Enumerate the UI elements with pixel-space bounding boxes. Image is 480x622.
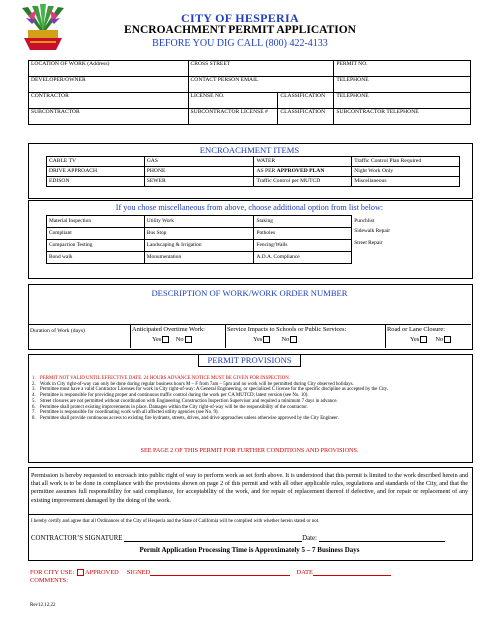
misc-bus-stop[interactable]: Bus Stop	[144, 228, 254, 240]
signed-label: SIGNED	[126, 569, 151, 576]
city-use-label: FOR CITY USE:	[30, 569, 75, 576]
closure-no-label: No	[435, 335, 444, 343]
item-miscellaneous[interactable]: Miscellaneous	[352, 177, 460, 187]
misc-compaction-testing[interactable]: Compaction Testing	[47, 240, 145, 252]
provisions-title	[28, 354, 471, 367]
sub-license-field[interactable]: SUBCONTRACTOR LICENSE #	[188, 109, 278, 125]
signature-line[interactable]	[124, 541, 302, 542]
certify-text: I hereby certify and agree that all Ordinances of the City of Hesperia and the State of California will be complied with whether herein stated or not.	[31, 519, 320, 524]
misc-street-repair[interactable]: Street Repair	[354, 239, 383, 246]
misc-ada-compliance[interactable]: A.D.A. Compliance	[254, 252, 352, 264]
overtime-label: Anticipated Overtime Work:	[132, 326, 205, 333]
approved-checkbox[interactable]	[77, 569, 84, 576]
schools-no-checkbox[interactable]	[290, 336, 297, 343]
form-title: ENCROACHMENT PERMIT APPLICATION	[124, 24, 356, 36]
developer-telephone-field[interactable]: TELEPHONE	[334, 77, 471, 93]
approved-plan-prefix: AS PER	[256, 168, 277, 175]
provision-item: 8. Permittee shall provide continuous access to existing fire hydrants, streets, drives, and drive approaches unless otherwise approved by the City Engineer.	[32, 415, 339, 421]
misc-landscaping[interactable]: Landscaping & Irrigation	[144, 240, 254, 252]
overtime-yes-label: Yes	[152, 335, 162, 343]
contact-email-field[interactable]: CONTACT PERSON EMAIL	[188, 77, 334, 93]
item-gas[interactable]: GAS	[144, 157, 254, 167]
desc-divider-1	[130, 324, 131, 348]
item-sewer[interactable]: SEWER	[144, 177, 254, 187]
item-drive-approach[interactable]: DRIVE APPROACH	[47, 167, 145, 177]
schools-yes-checkbox[interactable]	[263, 336, 270, 343]
encroachment-items-table	[46, 156, 460, 187]
misc-monumentation[interactable]: Monumentation	[144, 252, 254, 264]
duration-label: Duration of Work (days)	[30, 328, 85, 334]
misc-bond-walk[interactable]: Bond walk	[47, 252, 145, 264]
provision-item: 3. Permittee must have a valid Contractor Licenses for work in City right-of-way: A General Engineering, or specialized C license for the specific discipline as accepted by the City.	[32, 387, 389, 393]
misc-sidewalk-repair[interactable]: Sidewalk Repair	[354, 227, 391, 234]
schools-yes-label: Yes	[253, 335, 263, 343]
permission-text: Permission is hereby requested to encroach into public right of way to perform work as set forth above. It is understood that this permit is limited to the work described herein and that all work is to be done in compliance with the provisions shown on page 2 of this permit and with all other applicable rules, regulations and standards of the City, and that the permittee assumes full responsibility for said compliance, for acceptability of the work, and for repair of replacement thereof if defective, and for repair or replacement of any existing improvement damaged by the doing of the work.	[31, 473, 468, 504]
provisions-list	[30, 376, 468, 422]
desc-divider-3	[385, 324, 386, 348]
provision-item: 4. Permittee is responsible for providing proper and continuous traffic control during the work per CA MUTCD; latest version (see No. 10).	[32, 393, 309, 399]
provisions-title-text: PERMIT PROVISIONS	[198, 354, 300, 367]
provision-item: 1. PERMIT NOT VALID UNTIL EFFECTIVE DATE. 24 HOURS ADVANCE NOTICE MUST BE GIVEN FOR INSPECTION.	[32, 376, 291, 381]
city-date-label: DATE	[296, 569, 313, 576]
desc-divider-2	[225, 324, 226, 348]
provision-item: 2. Work in City right-of-way can only be done during regular business hours M – F from 7am – 5pm and no work will be permitted during City observed holidays.	[32, 381, 354, 387]
revision-label: Rev12.12.22	[30, 603, 56, 608]
item-traffic-control-plan[interactable]: Traffic Control Plan Required	[352, 157, 460, 167]
permit-no-field[interactable]: PERMIT NO.	[334, 61, 471, 77]
call-before-dig: BEFORE YOU DIG CALL (800) 422-4133	[152, 38, 328, 49]
overtime-options	[152, 336, 192, 344]
closure-label: Road or Lane Closure:	[387, 326, 446, 333]
applicant-info-table	[28, 60, 471, 125]
misc-potholes[interactable]: Potholes	[254, 228, 352, 240]
license-no-field[interactable]: LICENSE NO.	[188, 93, 278, 109]
provision-item: 5. Street closures are not permitted without coordination with Engineering Construction Inspection Supervisor and required a minimum 7 days in advance.	[32, 398, 338, 404]
city-date-line[interactable]	[313, 575, 391, 576]
description-title: DESCRIPTION OF WORK/WORK ORDER NUMBER	[151, 288, 348, 298]
overtime-no-label: No	[175, 335, 184, 343]
overtime-yes-checkbox[interactable]	[162, 336, 169, 343]
item-night-work[interactable]: Night Work Only	[352, 167, 460, 177]
see-page-2-note: SEE PAGE 2 OF THIS PERMIT FOR FURTHER CONDITIONS AND PROVISIONS.	[140, 447, 359, 454]
comments-label: COMMENTS:	[30, 577, 68, 584]
misc-empty-cell	[352, 252, 460, 264]
developer-owner-field[interactable]: DEVELOPER/OWNER	[29, 77, 189, 93]
misc-material-inspection[interactable]: Material Inspection	[47, 216, 145, 228]
encroachment-title: ENCROACHMENT ITEMS	[199, 145, 300, 155]
classification-field[interactable]: CLASSIFICATION	[278, 93, 334, 109]
item-traffic-mutcd[interactable]: Traffic Control per MUTCD	[254, 177, 352, 187]
processing-time: Permit Application Processing Time is Approximately 5 – 7 Business Days	[139, 546, 360, 554]
provision-item: 7. Permittee is responsible for coordinating work with all affected utility agencies (see No. 9).	[32, 410, 219, 416]
schools-no-label: No	[281, 335, 290, 343]
misc-title: If you chose miscellaneous from above, choose additional option from list below:	[115, 203, 384, 212]
misc-fencing-walls[interactable]: Fencing/Walls	[254, 240, 352, 252]
contractor-field[interactable]: CONTRACTOR	[29, 93, 189, 109]
subcontractor-field[interactable]: SUBCONTRACTOR	[29, 109, 189, 125]
city-use-row	[30, 569, 470, 576]
misc-compliant[interactable]: Compliant	[47, 228, 145, 240]
misc-utility-work[interactable]: Utility Work	[144, 216, 254, 228]
item-phone[interactable]: PHONE	[144, 167, 254, 177]
signature-date-line[interactable]	[319, 541, 445, 542]
cross-street-field[interactable]: CROSS STREET	[188, 61, 334, 77]
closure-yes-label: Yes	[410, 335, 420, 343]
approved-label: APPROVED	[85, 569, 119, 576]
item-edison[interactable]: EDISON	[47, 177, 145, 187]
sub-classification-field[interactable]: CLASSIFICATION	[278, 109, 334, 125]
signature-row	[31, 535, 468, 542]
date-label: Date:	[302, 535, 317, 542]
approved-plan-bold: APPROVED PLAN	[276, 168, 325, 175]
location-field[interactable]: LOCATION OF WORK (Address)	[29, 61, 189, 77]
schools-options	[253, 336, 297, 344]
misc-punchlist[interactable]: Punchlist	[354, 218, 375, 225]
closure-options	[410, 336, 451, 344]
provision-item: 6. Permittee shall protect existing improvements in place. Damages within the City right-of-way will be the responsibility of the contractor.	[32, 404, 308, 410]
schools-label: Service Impacts to Schools or Public Services:	[227, 326, 347, 333]
overtime-no-checkbox[interactable]	[185, 336, 192, 343]
permission-divider	[28, 514, 472, 515]
item-cable-tv[interactable]: CABLE TV	[47, 157, 145, 167]
signature-label: CONTRACTOR’S SIGNATURE	[31, 535, 123, 542]
closure-yes-checkbox[interactable]	[420, 336, 427, 343]
closure-no-checkbox[interactable]	[444, 336, 451, 343]
misc-staking[interactable]: Staking	[254, 216, 352, 228]
item-water[interactable]: WATER	[254, 157, 352, 167]
sub-telephone-field[interactable]: SUBCONTRACTOR TELEPHONE	[334, 109, 471, 125]
city-signed-line[interactable]	[150, 575, 290, 576]
city-name: CITY OF HESPERIA	[181, 11, 299, 25]
item-approved-plan[interactable]	[254, 167, 352, 177]
contractor-telephone-field[interactable]: TELEPHONE	[334, 93, 471, 109]
description-field[interactable]	[28, 300, 471, 325]
misc-options-table	[46, 215, 460, 264]
